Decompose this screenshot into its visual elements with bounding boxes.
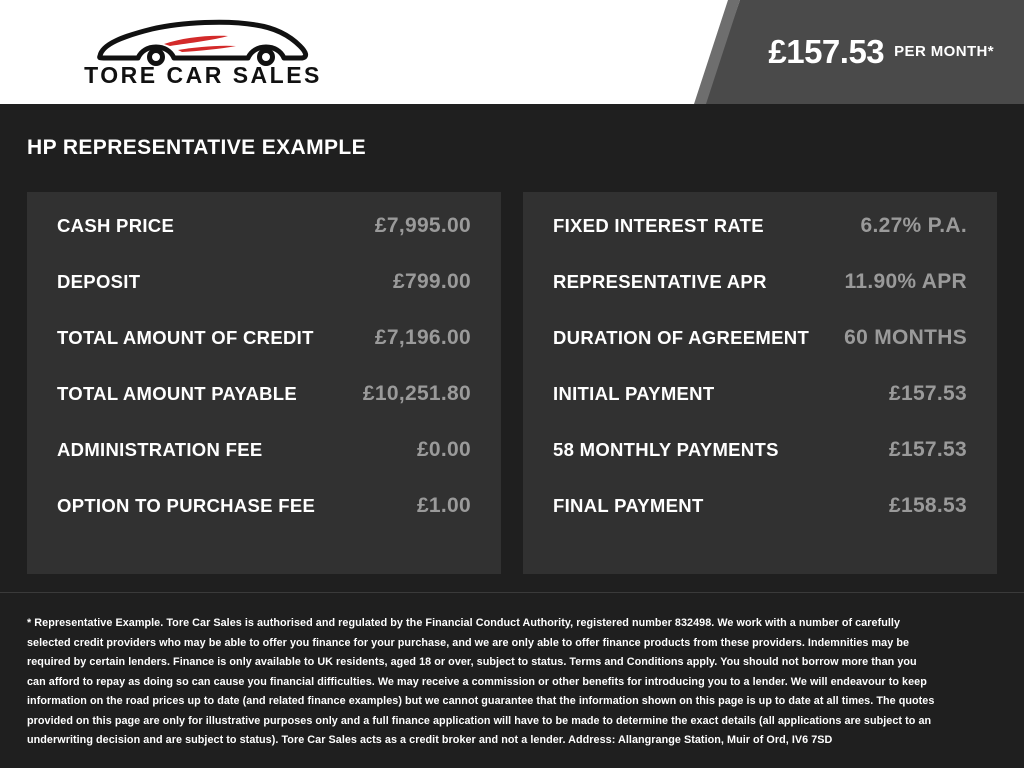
monthly-price: £157.53 — [768, 33, 885, 70]
finance-details-panels — [27, 192, 997, 574]
right-details-panel — [523, 192, 997, 574]
table-row — [553, 214, 967, 270]
table-row — [553, 326, 967, 382]
table-row — [553, 270, 967, 326]
row-value: £7,196.00 — [374, 326, 471, 349]
table-row — [57, 326, 471, 382]
row-value: £1.00 — [416, 494, 471, 517]
row-label: TOTAL AMOUNT PAYABLE — [57, 383, 298, 404]
row-value: £0.00 — [416, 438, 471, 461]
page-header — [0, 0, 1024, 104]
row-label: INITIAL PAYMENT — [553, 383, 715, 404]
table-row — [57, 214, 471, 270]
table-row — [57, 270, 471, 326]
brand-logo[interactable] — [78, 16, 328, 90]
disclaimer-text: * Representative Example. Tore Car Sales is authorised and regulated by the Financial Conduct Authority, registered number 832498. We work with a number of carefully selected credit providers who may be able to offer you finance for your purchase, and we are only able to offer finance products from these providers. Indemnities may be required by certain lenders. Finance is only available to UK residents, aged 18 or over, subject to status. Terms and Conditions apply. You should not borrow more than you can afford to repay as doing so can cause you financial difficulties. We may receive a commission or other benefits for introducing you to a lender. We will endeavour to keep information on the road prices up to date (and related finance examples) but we cannot guarantee that the information shown on this page is up to date at all times. The quotes provided on this page are only for illustrative purposes only and a full finance application will have to be made to determine the exact details (all applications are subject to an underwriting decision and are subject to status). Tore Car Sales acts as a credit broker and not a lender. Address: Allangrange Station, Muir of Ord, IV6 7SD — [27, 617, 935, 746]
row-label: ADMINISTRATION FEE — [57, 439, 263, 460]
car-silhouette-icon — [78, 16, 328, 68]
brand-name: TORE CAR SALES — [84, 62, 322, 88]
left-details-panel — [27, 192, 501, 574]
row-value: £799.00 — [392, 270, 471, 293]
row-value: 11.90% APR — [844, 270, 967, 293]
row-value: £7,995.00 — [374, 214, 471, 237]
row-value: 60 MONTHS — [844, 326, 967, 349]
row-value: £10,251.80 — [362, 382, 471, 405]
row-label: DURATION OF AGREEMENT — [553, 327, 810, 348]
row-label: REPRESENTATIVE APR — [553, 271, 767, 292]
row-label: FINAL PAYMENT — [553, 495, 704, 516]
row-value: 6.27% P.A. — [860, 214, 967, 237]
table-row — [553, 382, 967, 438]
monthly-price-block — [768, 0, 994, 104]
page-title: HP REPRESENTATIVE EXAMPLE — [27, 136, 367, 159]
table-row — [553, 438, 967, 494]
table-row — [57, 494, 471, 550]
table-row — [57, 382, 471, 438]
row-label: TOTAL AMOUNT OF CREDIT — [57, 327, 314, 348]
row-value: £158.53 — [888, 494, 967, 517]
row-label: OPTION TO PURCHASE FEE — [57, 495, 316, 516]
row-label: CASH PRICE — [57, 215, 175, 236]
row-label: FIXED INTEREST RATE — [553, 215, 764, 236]
row-value: £157.53 — [888, 382, 967, 405]
row-label: 58 MONTHLY PAYMENTS — [553, 439, 779, 460]
table-row — [553, 494, 967, 550]
row-value: £157.53 — [888, 438, 967, 461]
monthly-price-suffix: PER MONTH* — [894, 42, 994, 60]
divider — [0, 592, 1024, 593]
row-label: DEPOSIT — [57, 271, 141, 292]
table-row — [57, 438, 471, 494]
